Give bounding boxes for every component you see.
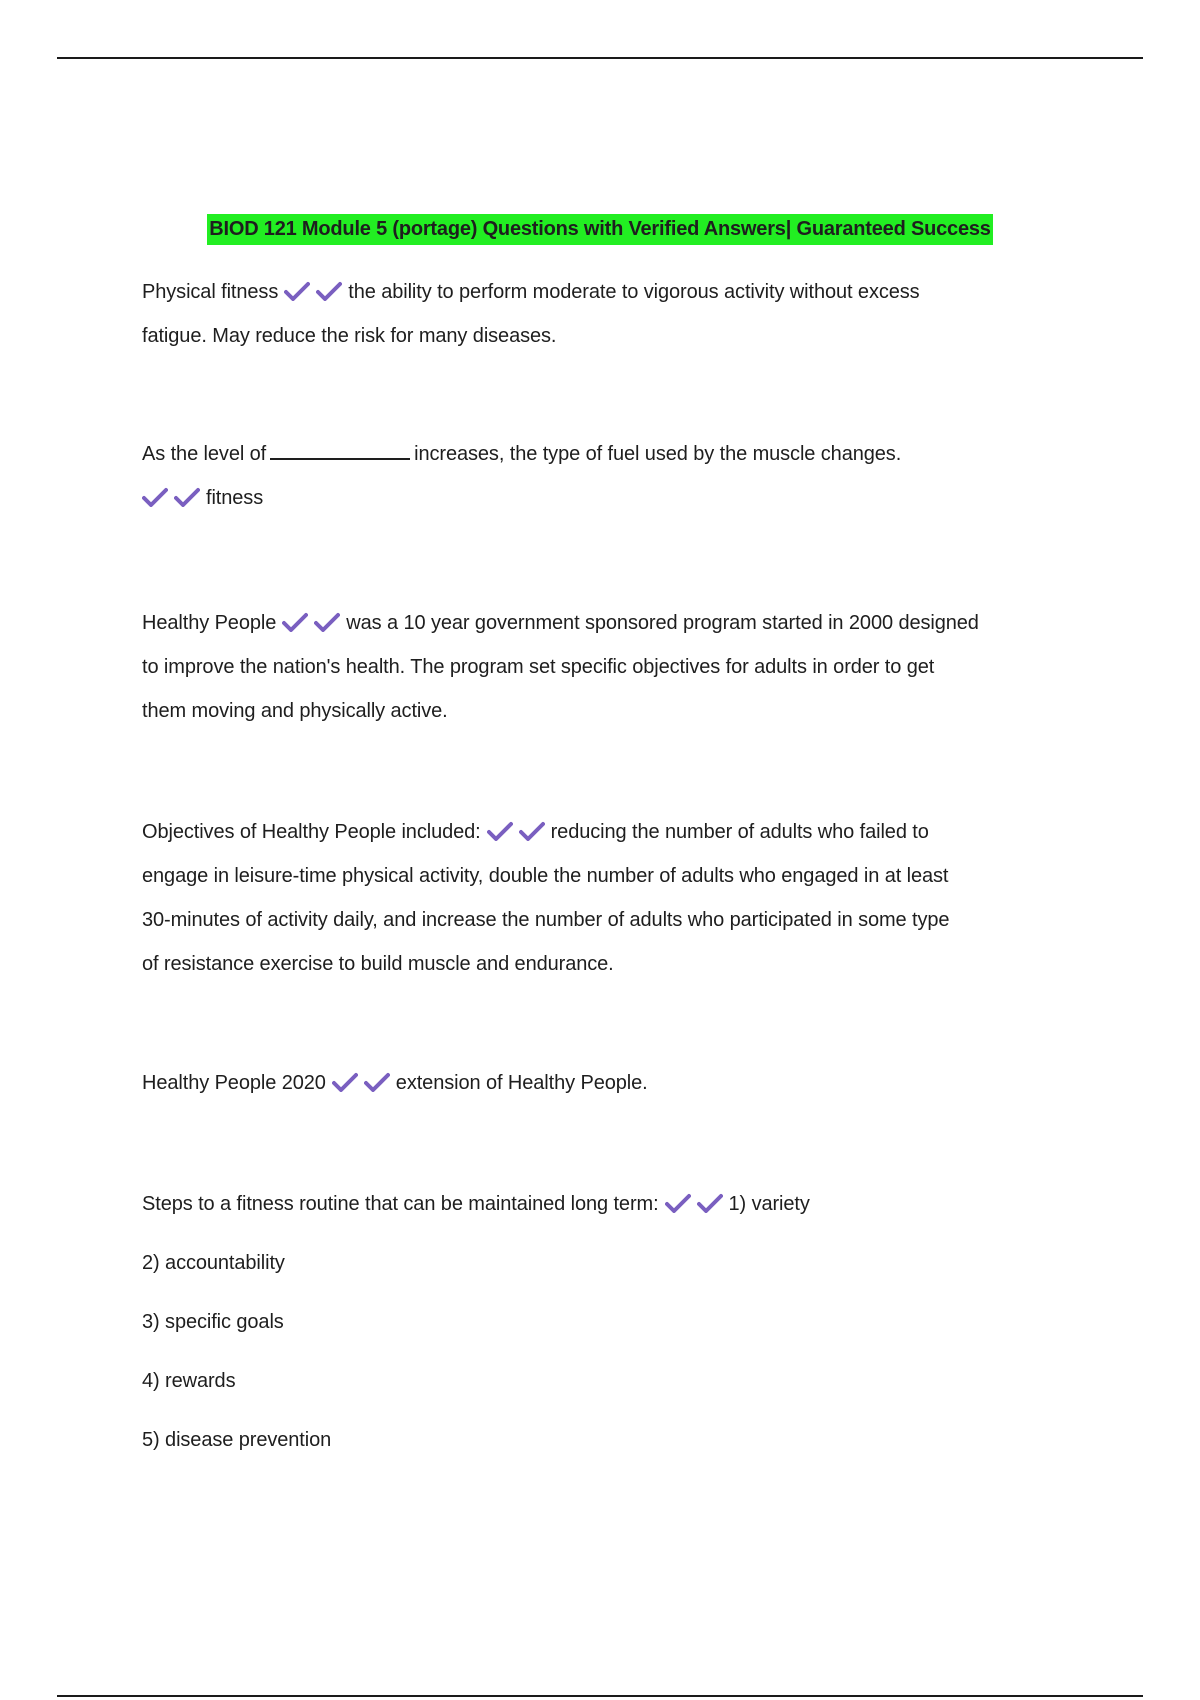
check-icon [519,821,545,841]
qa-line [142,432,1072,476]
qa-answer-continued: to improve the nation's health. The program set specific objectives for adults in order to get [142,656,935,678]
qa-block-fuel-type [142,432,1072,520]
footer-rule [57,1695,1143,1697]
qa-answer: extension of Healthy People. [395,1072,648,1094]
verified-checks [487,810,551,854]
check-icon [332,1072,358,1092]
check-icon [284,281,310,301]
qa-block-fitness-routine-steps [142,1175,1072,1470]
verified-checks [332,1061,396,1105]
qa-answer-continued: engage in leisure-time physical activity, double the number of adults who engaged in at least [142,865,949,887]
check-icon [142,487,168,507]
verified-checks [142,476,206,520]
qa-answer-continued: fatigue. May reduce the risk for many diseases. [142,325,557,347]
qa-block-healthy-people-2020 [142,1061,1072,1105]
check-icon [487,821,513,841]
qa-term: Physical fitness [142,281,279,303]
qa-term: Healthy People [142,612,277,634]
qa-line [142,270,1072,314]
qa-term: Objectives of Healthy People included: [142,821,481,843]
qa-answer: the ability to perform moderate to vigorous activity without excess [348,281,920,303]
fill-in-blank [270,440,410,460]
qa-term: Steps to a fitness routine that can be maintained long term: [142,1193,659,1215]
qa-answer-continued: them moving and physically active. [142,700,448,722]
check-icon [174,487,200,507]
qa-answer: fitness [206,487,264,509]
qa-line [142,810,1072,854]
step-item: 2) accountability [142,1252,285,1274]
verified-checks [665,1175,729,1234]
verified-checks [282,601,346,645]
document-title: BIOD 121 Module 5 (portage) Questions with Verified Answers| Guaranteed Success [207,214,993,245]
qa-answer-continued: of resistance exercise to build muscle and endurance. [142,953,614,975]
qa-answer: was a 10 year government sponsored program started in 2000 designed [346,612,979,634]
verified-checks [284,270,348,314]
qa-line [142,601,1072,645]
qa-answer-continued: 30-minutes of activity daily, and increase the number of adults who participated in some type [142,909,950,931]
qa-answer: reducing the number of adults who failed to [550,821,929,843]
qa-question-end: increases, the type of fuel used by the muscle changes. [414,443,902,465]
check-icon [697,1193,723,1213]
qa-line [142,1061,1072,1105]
qa-question-start: As the level of [142,443,267,465]
qa-answer: 1) variety [728,1193,810,1215]
check-icon [314,612,340,632]
qa-answer-line [142,476,1072,520]
header-rule [57,57,1143,59]
check-icon [665,1193,691,1213]
check-icon [282,612,308,632]
qa-line [142,1175,1072,1234]
qa-block-objectives [142,810,1072,986]
step-item: 4) rewards [142,1370,236,1392]
check-icon [316,281,342,301]
qa-block-physical-fitness [142,270,1072,358]
qa-block-healthy-people [142,601,1072,733]
step-item: 3) specific goals [142,1311,284,1333]
title-container [0,214,1200,245]
step-item: 5) disease prevention [142,1429,332,1451]
qa-term: Healthy People 2020 [142,1072,326,1094]
check-icon [364,1072,390,1092]
